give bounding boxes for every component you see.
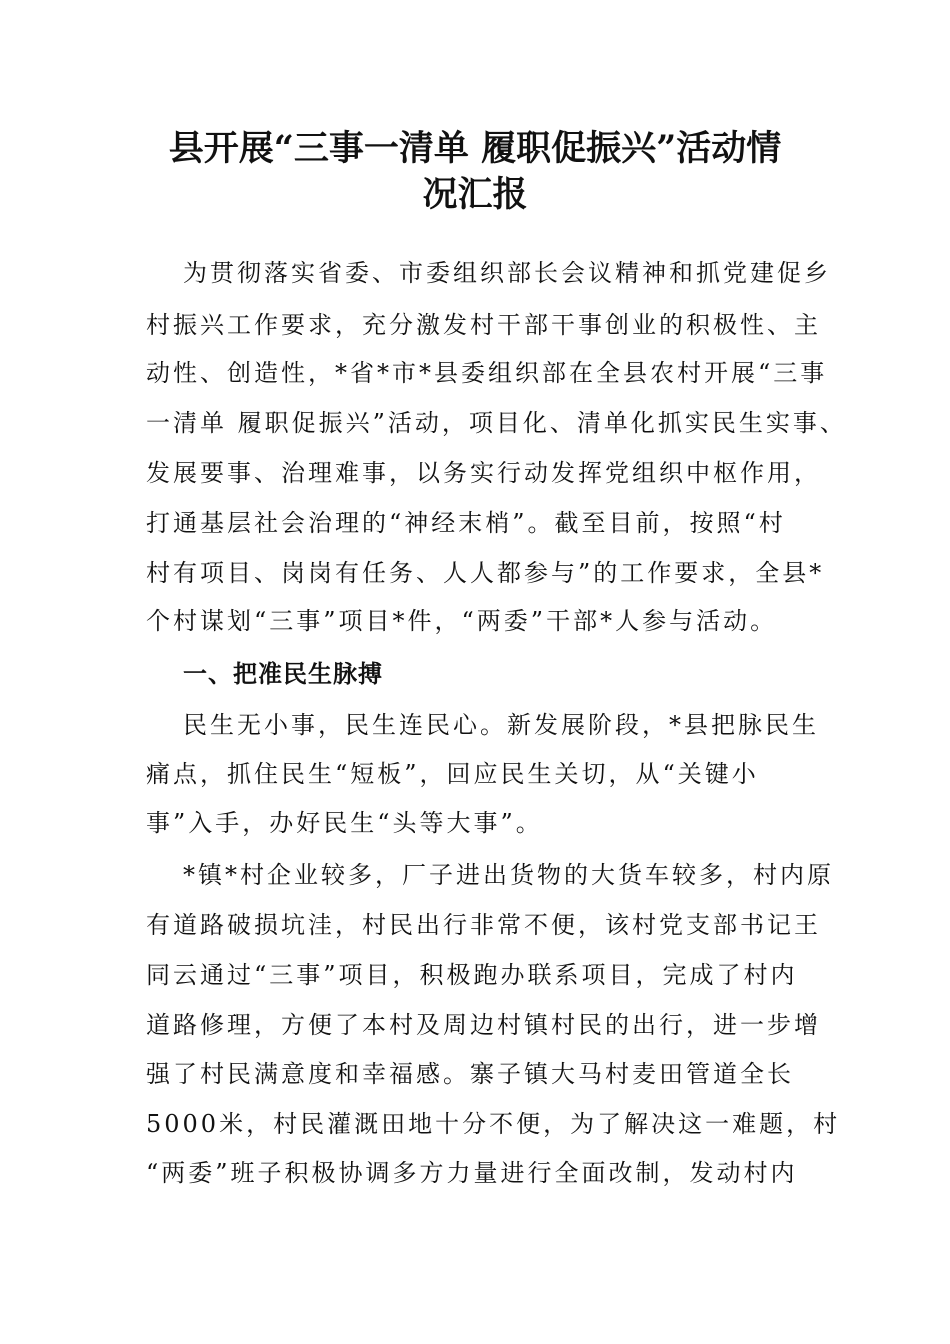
- paragraph-3-line-6: 5000米，村民灌溉田地十分不便，为了解决这一难题，村: [146, 1110, 841, 1138]
- paragraph-3-line-2: 有道路破损坑洼，村民出行非常不便，该村党支部书记王: [146, 911, 821, 939]
- document-title-line-1: 县开展“三事一清单 履职促振兴”活动情: [168, 128, 782, 169]
- paragraph-2-line-2: 痛点，抓住民生“短板”，回应民生关切，从“关键小: [146, 760, 759, 788]
- paragraph-1-line-4: 一清单 履职促振兴”活动，项目化、清单化抓实民生实事、: [146, 409, 847, 437]
- paragraph-3-line-1: *镇*村企业较多，厂子进出货物的大货车较多，村内原: [183, 861, 834, 889]
- paragraph-3-line-4: 道路修理，方便了本村及周边村镇村民的出行，进一步增: [146, 1011, 821, 1039]
- paragraph-2-line-3: 事”入手，办好民生“头等大事”。: [146, 809, 543, 837]
- section-heading-1: 一、把准民生脉搏: [183, 660, 383, 688]
- paragraph-1-line-1: 为贯彻落实省委、市委组织部长会议精神和抓党建促乡: [183, 259, 831, 287]
- paragraph-1-line-8: 个村谋划“三事”项目*件，“两委”干部*人参与活动。: [146, 607, 778, 635]
- paragraph-3-line-3: 同云通过“三事”项目，积极跑办联系项目，完成了村内: [146, 961, 798, 989]
- paragraph-1-line-3: 动性、创造性，*省*市*县委组织部在全县农村开展“三事: [146, 359, 828, 387]
- paragraph-1-line-7: 村有项目、岗岗有任务、人人都参与”的工作要求，全县*: [146, 559, 825, 587]
- paragraph-1-line-2: 村振兴工作要求，充分激发村干部干事创业的积极性、主: [146, 311, 821, 339]
- paragraph-3-line-7: “两委”班子积极协调多方力量进行全面改制，发动村内: [146, 1159, 798, 1187]
- paragraph-1-line-6: 打通基层社会治理的“神经末梢”。截至目前，按照“村: [146, 509, 786, 537]
- document-title-line-2: 况汇报: [422, 174, 528, 215]
- paragraph-2-line-1: 民生无小事，民生连民心。新发展阶段，*县把脉民生: [183, 711, 819, 739]
- paragraph-1-line-5: 发展要事、治理难事，以务实行动发挥党组织中枢作用，: [146, 459, 821, 487]
- paragraph-3-line-5: 强了村民满意度和幸福感。寨子镇大马村麦田管道全长: [146, 1060, 794, 1088]
